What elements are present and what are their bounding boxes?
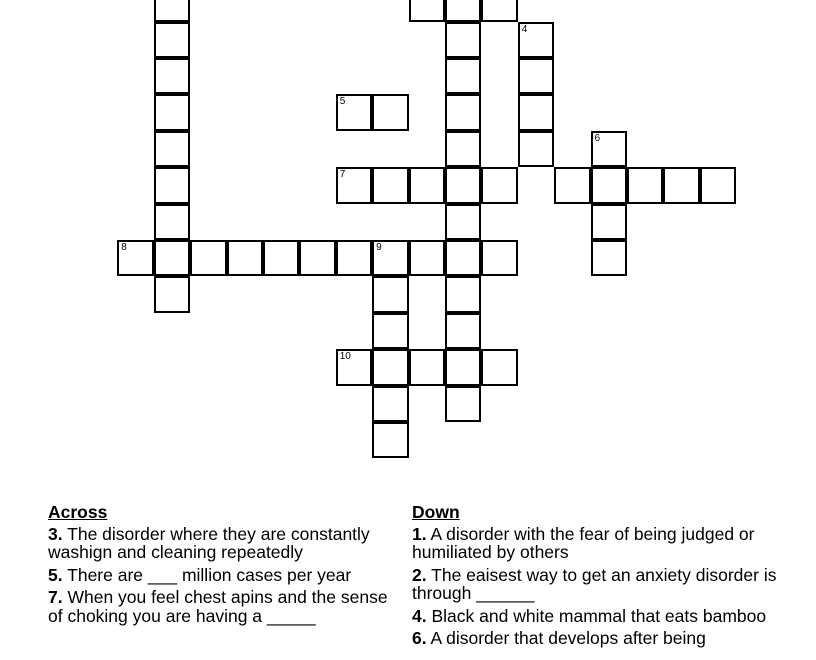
clue-number-label: 6 [594, 132, 601, 144]
across-heading: Across [48, 502, 108, 522]
clue-number-label: 9 [376, 241, 382, 253]
clue-number-label: 8 [121, 241, 127, 253]
crossword-cell[interactable] [445, 349, 482, 386]
crossword-cell[interactable] [518, 131, 555, 168]
crossword-cell[interactable] [445, 167, 482, 204]
clue-number: 4. [412, 605, 427, 626]
crossword-cell[interactable] [154, 167, 191, 204]
crossword-cell[interactable] [154, 240, 191, 277]
crossword-cell[interactable] [700, 167, 737, 204]
crossword-cell[interactable] [445, 94, 482, 131]
crossword-cell[interactable] [372, 240, 409, 277]
crossword-cell[interactable] [154, 276, 191, 313]
clue-text: When you feel chest apins and the sense of choking you are having a _____ [48, 587, 388, 626]
clue-text: There are ___ million cases per year [67, 564, 352, 585]
crossword-cell[interactable] [372, 422, 409, 459]
clue-text: The disorder where they are constantly washign and cleaning repeatedly [48, 523, 370, 562]
crossword-cell[interactable] [591, 240, 628, 277]
crossword-cell[interactable] [591, 167, 628, 204]
clue-text: Black and white mammal that eats bamboo [431, 605, 767, 626]
crossword-cell[interactable] [591, 204, 628, 241]
crossword-cell[interactable] [372, 386, 409, 423]
crossword-cell[interactable] [117, 240, 154, 277]
clue-number: 2. [412, 564, 427, 585]
clue-down-2 [412, 566, 782, 603]
crossword-cell[interactable] [445, 313, 482, 350]
clue-text: A disorder with the fear of being judged or humiliated by others [412, 523, 755, 562]
clue-across-3 [48, 525, 398, 562]
crossword-cell[interactable] [445, 22, 482, 59]
crossword-cell[interactable] [336, 240, 373, 277]
crossword-cell[interactable] [336, 94, 373, 131]
crossword-cell[interactable] [409, 167, 446, 204]
crossword-cell[interactable] [518, 22, 555, 59]
crossword-cell[interactable] [154, 204, 191, 241]
clue-text: A disorder that develops after being [430, 628, 706, 648]
across-clues [48, 503, 398, 629]
crossword-cell[interactable] [299, 240, 336, 277]
clue-across-7 [48, 588, 398, 625]
crossword-cell[interactable] [409, 240, 446, 277]
clue-down-1 [412, 525, 782, 562]
crossword-cell[interactable] [227, 240, 264, 277]
crossword-cell[interactable] [409, 0, 446, 22]
clue-down-6 [412, 629, 782, 648]
crossword-cell[interactable] [263, 240, 300, 277]
clue-number-label: 4 [521, 23, 528, 35]
clue-number-label: 5 [339, 96, 346, 108]
crossword-cell[interactable] [554, 167, 591, 204]
clue-number-label: 7 [339, 169, 346, 181]
crossword-cell[interactable] [336, 167, 373, 204]
crossword-cell[interactable] [445, 58, 482, 95]
crossword-cell[interactable] [372, 349, 409, 386]
crossword-cell[interactable] [154, 22, 191, 59]
crossword-cell[interactable] [481, 0, 518, 22]
down-clues [412, 503, 782, 652]
crossword-cell[interactable] [154, 0, 191, 22]
crossword-cell[interactable] [663, 167, 700, 204]
crossword-cell[interactable] [445, 386, 482, 423]
crossword-cell[interactable] [190, 240, 227, 277]
crossword-cell[interactable] [445, 240, 482, 277]
crossword-cell[interactable] [445, 204, 482, 241]
clue-number: 6. [412, 628, 427, 648]
clue-number: 7. [48, 587, 63, 607]
clue-down-4 [412, 607, 782, 626]
crossword-cell[interactable] [154, 131, 191, 168]
crossword-cell[interactable] [481, 240, 518, 277]
crossword-cell[interactable] [336, 349, 373, 386]
crossword-cell[interactable] [445, 276, 482, 313]
crossword-cell[interactable] [481, 349, 518, 386]
crossword-cell[interactable] [372, 313, 409, 350]
crossword-cell[interactable] [445, 131, 482, 168]
crossword-cell[interactable] [409, 349, 446, 386]
clue-number: 1. [412, 523, 427, 544]
clue-text: The eaisest way to get an anxiety disorder is through ______ [412, 564, 777, 603]
clue-across-5 [48, 566, 398, 585]
crossword-cell[interactable] [154, 58, 191, 95]
crossword-cell[interactable] [372, 276, 409, 313]
crossword-cell[interactable] [445, 0, 482, 22]
clue-number: 3. [48, 523, 63, 544]
crossword-cell[interactable] [481, 167, 518, 204]
crossword-cell[interactable] [518, 94, 555, 131]
clue-number: 5. [48, 564, 63, 585]
crossword-cell[interactable] [372, 94, 409, 131]
crossword-cell[interactable] [627, 167, 664, 204]
crossword-cell[interactable] [591, 131, 628, 168]
down-heading: Down [412, 502, 460, 522]
crossword-cell[interactable] [154, 94, 191, 131]
clue-number-label: 10 [339, 351, 351, 363]
crossword-cell[interactable] [372, 167, 409, 204]
crossword-cell[interactable] [518, 58, 555, 95]
